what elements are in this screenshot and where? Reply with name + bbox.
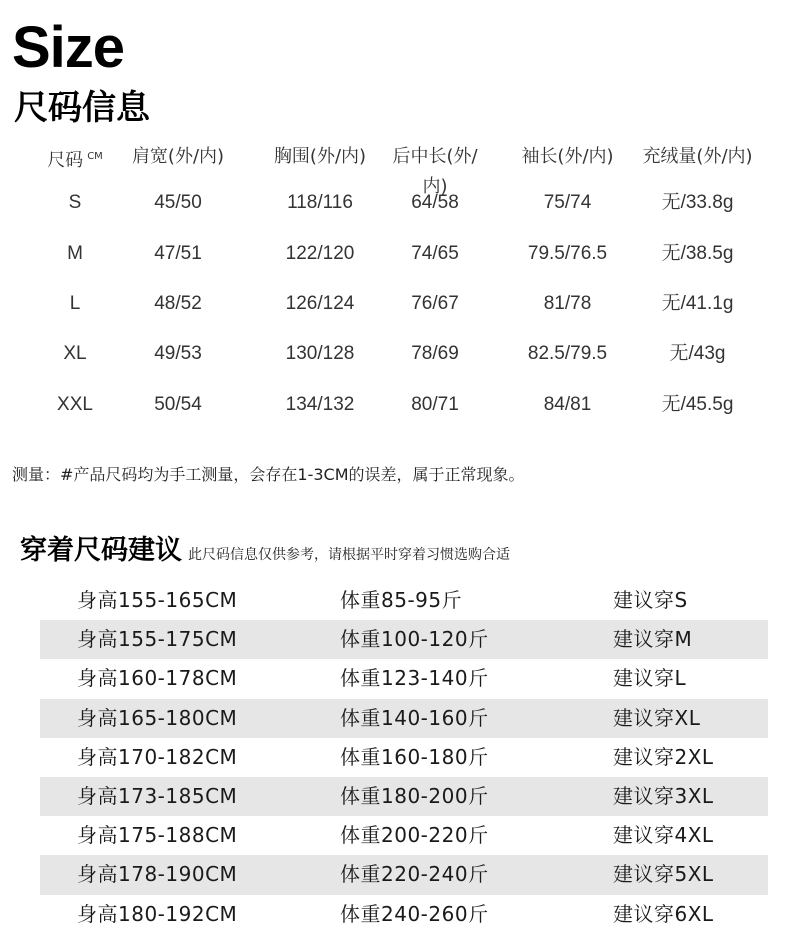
cell-down-fill: 无/33.8g [661,192,734,213]
page-title-chinese: 尺码信息 [14,88,150,128]
table-row [0,339,790,369]
table-row [40,816,768,855]
header-down-fill: 充绒量(外/内) [642,146,753,167]
cell-size: L [69,293,81,314]
cell-size: S [68,192,82,213]
cell-height: 身高178-190CM [77,862,238,887]
cell-down-fill: 无/43g [669,343,726,364]
table-row [0,188,790,218]
recommendation-heading [20,528,510,567]
table-row [0,239,790,269]
header-back-length: 后中长(外/内) [392,146,478,197]
table-row [0,289,790,319]
cell-weight: 体重123-140斤 [340,666,489,691]
table-row [40,738,768,777]
cell-suggest: 建议穿2XL [613,744,714,769]
cell-weight: 体重160-180斤 [340,744,489,769]
recommendation-table [40,581,768,934]
header-size: 尺码 $^{CM}$ [47,150,103,171]
cell-height: 身高170-182CM [77,744,238,769]
header-sleeve: 袖长(外/内) [521,146,614,167]
cell-back-length: 64/58 [411,192,459,213]
table-row [40,895,768,934]
cell-chest: 118/116 [287,192,353,213]
cell-height: 身高160-178CM [77,666,238,691]
cell-sleeve: 79.5/76.5 [527,243,608,264]
cell-sleeve: 82.5/79.5 [527,343,608,364]
cell-height: 身高175-188CM [77,823,238,848]
recommendation-title: 穿着尺码建议 [20,535,182,566]
cell-weight: 体重85-95斤 [340,588,463,612]
cell-suggest: 建议穿4XL [613,823,714,848]
page-title-english: Size [12,15,125,80]
cell-suggest: 建议穿S [613,588,688,612]
cell-height: 身高173-185CM [77,783,238,808]
table-row [0,390,790,420]
header-chest: 胸围(外/内) [273,146,367,167]
table-row [40,855,768,894]
cell-weight: 体重200-220斤 [340,823,489,848]
cell-suggest: 建议穿XL [613,705,701,730]
cell-chest: 130/128 [285,343,355,364]
cell-weight: 体重220-240斤 [340,862,489,887]
cell-shoulder: 48/52 [154,293,202,314]
cell-weight: 体重240-260斤 [340,901,489,926]
cell-size: XL [63,343,87,364]
cell-shoulder: 49/53 [154,343,202,364]
cell-down-fill: 无/38.5g [661,243,734,264]
cell-back-length: 74/65 [411,243,459,264]
cell-weight: 体重180-200斤 [340,783,489,808]
cell-suggest: 建议穿3XL [613,783,714,808]
cell-shoulder: 50/54 [154,394,202,415]
table-row [40,620,768,659]
cell-sleeve: 81/78 [543,293,592,314]
size-chart-header-row [0,142,790,197]
cell-back-length: 76/67 [411,293,459,314]
cell-chest: 126/124 [285,293,355,314]
table-row [40,659,768,698]
cell-shoulder: 47/51 [154,243,202,264]
cell-height: 身高155-165CM [77,588,238,612]
cell-height: 身高155-175CM [77,627,238,652]
cell-weight: 体重140-160斤 [340,705,489,730]
cell-suggest: 建议穿L [613,666,687,691]
cell-chest: 134/132 [285,394,355,415]
table-row [40,699,768,738]
cell-shoulder: 45/50 [154,192,202,213]
table-row [40,777,768,816]
recommendation-subtitle: 此尺码信息仅供参考，请根据平时穿着习惯选购合适 [188,547,510,563]
cell-height: 身高165-180CM [77,705,238,730]
cell-back-length: 78/69 [411,343,459,364]
table-row [40,581,768,620]
header-shoulder: 肩宽(外/内) [131,146,225,167]
cell-back-length: 80/71 [411,394,459,415]
cell-suggest: 建议穿5XL [613,862,714,887]
cell-sleeve: 75/74 [543,192,592,213]
cell-chest: 122/120 [285,243,355,264]
cell-sleeve: 84/81 [543,394,592,415]
cell-suggest: 建议穿6XL [613,901,714,926]
cell-down-fill: 无/41.1g [661,293,734,314]
cell-down-fill: 无/45.5g [661,394,734,415]
cell-height: 身高180-192CM [77,901,238,926]
cell-suggest: 建议穿M [613,627,693,652]
cell-weight: 体重100-120斤 [340,627,489,652]
header-unit: CM [87,151,103,162]
measurement-note: 测量：#产品尺码均为手工测量，会存在1-3CM的误差，属于正常现象。 [12,465,525,484]
cell-size: M [67,243,83,264]
cell-size: XXL [57,394,93,415]
